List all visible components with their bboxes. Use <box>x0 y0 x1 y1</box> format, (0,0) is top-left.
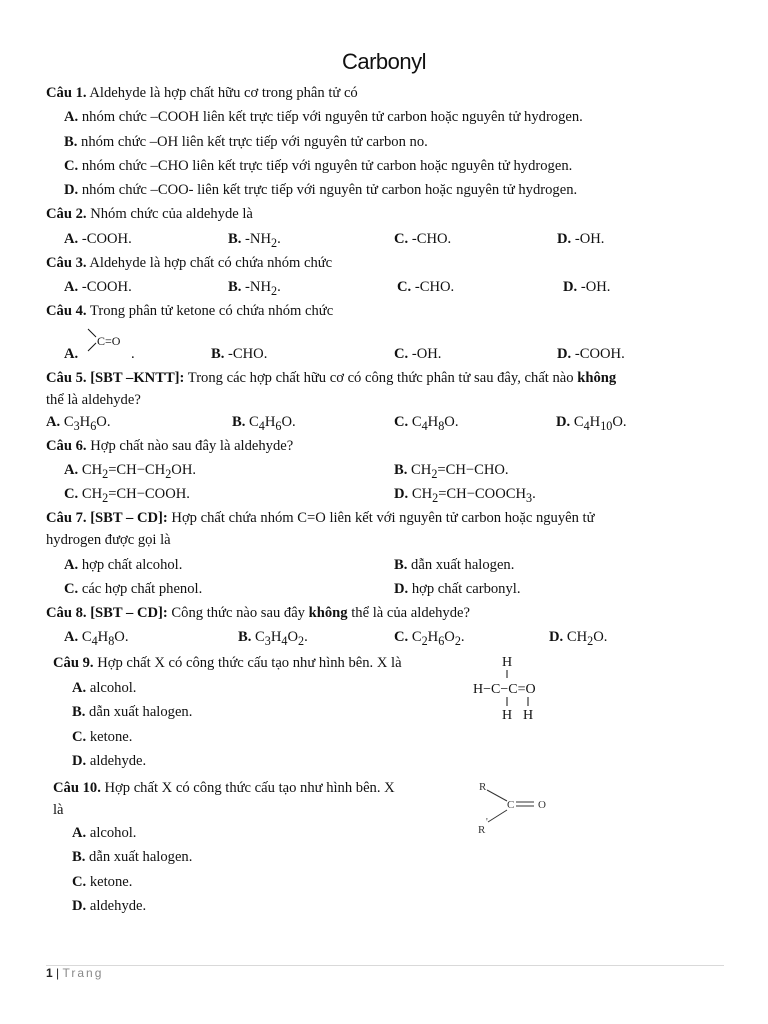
formula-part: C <box>251 629 265 645</box>
subscript: 2 <box>165 466 172 481</box>
keyword: không <box>308 605 348 621</box>
option-letter: D. <box>64 182 79 198</box>
option-text: nhóm chức –OH liên kết trực tiếp với nguyên tử carbon no. <box>77 134 428 150</box>
question-9 <box>53 654 402 672</box>
formula-part: O. <box>593 629 608 645</box>
page-footer <box>46 966 103 980</box>
option-text-end: . <box>277 231 281 247</box>
formula-part: O. <box>114 629 129 645</box>
option-text: nhóm chức –CHO liên kết trực tiếp với nguyên tử carbon hoặc nguyên tử hydrogen. <box>78 158 573 174</box>
formula-part: H <box>589 414 601 430</box>
formula-part: CH <box>408 486 433 502</box>
q10-option-b <box>72 848 192 866</box>
question-stem-end: thể là của aldehyde? <box>347 605 470 621</box>
formula-part: O. <box>96 414 111 430</box>
page-number: 1 <box>46 966 53 980</box>
formula-part: C <box>570 414 584 430</box>
option-text: -CHO. <box>408 231 452 247</box>
question-10-cont: là <box>53 802 64 818</box>
q1-option-c <box>64 157 572 175</box>
question-number: Câu 5. <box>46 370 87 386</box>
formula-part: CH <box>78 462 103 478</box>
option-text: các hợp chất phenol. <box>78 581 203 597</box>
formula-part: O. <box>281 414 296 430</box>
option-letter: A. <box>72 825 87 841</box>
option-text: dẫn xuất halogen. <box>407 557 515 573</box>
q9-option-b <box>72 703 192 721</box>
question-5 <box>46 369 616 387</box>
q2-option-c <box>394 230 451 248</box>
option-text: alcohol. <box>86 680 137 696</box>
prime-mark: ' <box>486 817 488 828</box>
question-7 <box>46 509 595 527</box>
option-letter: D. <box>557 346 572 362</box>
option-letter: D. <box>556 414 571 430</box>
q3-option-d <box>563 278 610 296</box>
question-number: Câu 10. <box>53 780 101 796</box>
option-letter: B. <box>232 414 246 430</box>
question-tag: [SBT – CD]: <box>86 510 168 526</box>
subscript: 4 <box>281 633 288 648</box>
q4-option-c <box>394 345 441 363</box>
footer-label: Trang <box>62 966 104 980</box>
option-text: -OH. <box>571 231 605 247</box>
atom-label: H <box>502 655 513 670</box>
option-text: -COOH. <box>78 231 132 247</box>
option-letter: B. <box>64 134 78 150</box>
question-stem: Hợp chất X có công thức cấu tạo như hình bên. X là <box>93 655 402 671</box>
option-letter: C. <box>64 581 79 597</box>
option-letter: C. <box>394 231 409 247</box>
atom-row: H−C−C=O <box>473 682 536 697</box>
subscript: 4 <box>258 418 265 433</box>
q10-option-d <box>72 897 146 915</box>
question-stem: Hợp chất X có công thức cấu tạo như hình bên. X <box>100 780 395 796</box>
formula-part: C <box>408 414 422 430</box>
q6-option-d <box>394 485 536 507</box>
formula-part: O. <box>612 414 627 430</box>
option-letter: C. <box>394 629 409 645</box>
option-text: alcohol. <box>86 825 137 841</box>
q8-option-d <box>549 628 607 650</box>
atom-label: H <box>502 708 513 723</box>
subscript: 4 <box>583 418 590 433</box>
option-letter: A. <box>64 279 79 295</box>
q4-option-d <box>557 345 625 363</box>
q5-option-a <box>46 413 111 435</box>
question-10 <box>53 779 395 797</box>
question-number: Câu 9. <box>53 655 94 671</box>
q4-option-a-end: . <box>131 346 135 362</box>
q10-option-a <box>72 824 136 842</box>
q3-option-c <box>397 278 454 296</box>
formula-part: =CH−CH <box>108 462 166 478</box>
footer-divider <box>46 965 724 966</box>
option-text: -COOH. <box>78 279 132 295</box>
page-title: Carbonyl <box>341 49 427 74</box>
atom-label: R <box>478 824 486 836</box>
q8-option-a <box>64 628 129 650</box>
option-letter: D. <box>563 279 578 295</box>
formula-part: O <box>287 629 299 645</box>
structure-label: C=O <box>97 334 121 348</box>
option-letter: B. <box>228 279 242 295</box>
question-tag: [SBT – CD]: <box>86 605 168 621</box>
subscript: 6 <box>90 418 97 433</box>
question-stem: Aldehyde là hợp chất hữu cơ trong phân tử có <box>86 85 358 101</box>
question-number: Câu 6. <box>46 438 87 454</box>
question-3 <box>46 254 332 272</box>
option-text: dẫn xuất halogen. <box>85 849 193 865</box>
question-stem: Nhóm chức của aldehyde là <box>86 206 253 222</box>
question-number: Câu 1. <box>46 85 87 101</box>
option-text: -OH. <box>408 346 442 362</box>
formula-part: OH. <box>171 462 197 478</box>
question-6 <box>46 437 293 455</box>
option-text: hợp chất carbonyl. <box>408 581 521 597</box>
question-number: Câu 2. <box>46 206 87 222</box>
formula-part: CH <box>563 629 588 645</box>
subscript: 4 <box>421 418 428 433</box>
question-stem: Aldehyde là hợp chất có chứa nhóm chức <box>86 255 333 271</box>
formula-part: H <box>270 629 282 645</box>
formula-part: H <box>97 629 109 645</box>
subscript: 2 <box>432 490 439 505</box>
question-stem: Trong các hợp chất hữu cơ có công thức phân tử sau đây, chất nào <box>184 370 578 386</box>
formula-part: H <box>264 414 276 430</box>
subscript: 2 <box>102 490 109 505</box>
question-stem: Hợp chất nào sau đây là aldehyde? <box>86 438 294 454</box>
option-text: -CHO. <box>411 279 455 295</box>
subscript: 8 <box>108 633 115 648</box>
formula-part: =CH−COOCH <box>438 486 527 502</box>
option-letter: C. <box>72 729 87 745</box>
question-stem: Công thức nào sau đây <box>167 605 309 621</box>
subscript: 2 <box>102 466 109 481</box>
option-letter: A. <box>64 629 79 645</box>
option-letter: D. <box>394 581 409 597</box>
question-stem: Hợp chất chứa nhóm C=O liên kết với nguyên tử carbon hoặc nguyên tử <box>167 510 595 526</box>
atom-label: H <box>523 708 534 723</box>
option-letter: C. <box>64 486 79 502</box>
q10-option-c <box>72 873 132 891</box>
q2-option-b <box>228 230 281 252</box>
formula-part: . <box>304 629 308 645</box>
atom-label: O <box>538 799 546 811</box>
option-letter: B. <box>394 557 408 573</box>
option-text: dẫn xuất halogen. <box>85 704 193 720</box>
question-stem: Trong phân tử ketone có chứa nhóm chức <box>86 303 334 319</box>
option-text: -CHO. <box>224 346 268 362</box>
option-letter: B. <box>72 849 86 865</box>
formula-part: CH <box>407 462 432 478</box>
option-letter: B. <box>211 346 225 362</box>
question-1 <box>46 84 358 102</box>
q7-option-a <box>64 556 182 574</box>
formula-part: =CH−CHO. <box>437 462 509 478</box>
option-text: aldehyde. <box>86 898 147 914</box>
q1-option-b <box>64 133 428 151</box>
option-letter: A. <box>64 346 79 362</box>
option-letter: C. <box>397 279 412 295</box>
formula-part: C <box>408 629 422 645</box>
q5-option-b <box>232 413 296 435</box>
subscript: 2 <box>298 633 305 648</box>
q4-option-b <box>211 345 267 363</box>
subscript: 6 <box>438 633 445 648</box>
formula-part: H <box>79 414 91 430</box>
formula-part: . <box>532 486 536 502</box>
question-7-cont: hydrogen được gọi là <box>46 532 171 548</box>
formula-part: =CH−COOH. <box>108 486 190 502</box>
option-letter: A. <box>46 414 61 430</box>
atom-label: R <box>479 781 487 793</box>
option-letter: D. <box>549 629 564 645</box>
formula-part: H <box>427 629 439 645</box>
formula-part: C <box>60 414 74 430</box>
subscript: 2 <box>270 235 278 250</box>
keyword: không <box>577 370 617 386</box>
question-8 <box>46 604 470 622</box>
q6-option-a <box>64 461 196 483</box>
q3-option-b <box>228 278 281 300</box>
option-text: -COOH. <box>571 346 625 362</box>
question-2 <box>46 205 253 223</box>
q2-option-a <box>64 230 132 248</box>
q2-option-d <box>557 230 604 248</box>
subscript: 3 <box>73 418 80 433</box>
option-letter: C. <box>72 874 87 890</box>
question-number: Câu 3. <box>46 255 87 271</box>
q5-option-c <box>394 413 459 435</box>
subscript: 2 <box>421 633 428 648</box>
option-text-end: . <box>277 279 281 295</box>
option-letter: A. <box>64 231 79 247</box>
option-letter: A. <box>64 462 79 478</box>
subscript: 2 <box>587 633 594 648</box>
option-text: nhóm chức –COOH liên kết trực tiếp với nguyên tử carbon hoặc nguyên tử hydrogen. <box>78 109 583 125</box>
option-text: -OH. <box>577 279 611 295</box>
subscript: 4 <box>91 633 98 648</box>
ketone-structure <box>474 776 554 842</box>
formula-part: O <box>444 629 455 645</box>
formula-part: H <box>427 414 439 430</box>
option-text: ketone. <box>86 874 133 890</box>
option-letter: D. <box>557 231 572 247</box>
q7-option-d <box>394 580 520 598</box>
q6-option-b <box>394 461 509 483</box>
option-text: -NH <box>241 279 271 295</box>
option-letter: D. <box>72 898 87 914</box>
question-number: Câu 8. <box>46 605 87 621</box>
q5-option-d <box>556 413 627 435</box>
subscript: 10 <box>600 418 613 433</box>
subscript: 3 <box>264 633 271 648</box>
q7-option-c <box>64 580 202 598</box>
formula-part: C <box>78 629 92 645</box>
formula-part: O. <box>444 414 459 430</box>
subscript: 2 <box>431 466 438 481</box>
q7-option-b <box>394 556 514 574</box>
option-letter: A. <box>64 109 79 125</box>
option-letter: B. <box>238 629 252 645</box>
option-letter: D. <box>394 486 409 502</box>
q3-option-a <box>64 278 132 296</box>
footer-separator: | <box>52 966 63 980</box>
option-letter: B. <box>394 462 408 478</box>
q8-option-c <box>394 628 465 650</box>
option-text: hợp chất alcohol. <box>78 557 183 573</box>
option-letter: A. <box>72 680 87 696</box>
option-text: aldehyde. <box>86 753 147 769</box>
question-number: Câu 4. <box>46 303 87 319</box>
option-letter: D. <box>72 753 87 769</box>
subscript: 3 <box>526 490 533 505</box>
option-letter: C. <box>394 346 409 362</box>
formula-part: CH <box>78 486 103 502</box>
option-letter: A. <box>64 557 79 573</box>
question-number: Câu 7. <box>46 510 87 526</box>
question-tag: [SBT –KNTT]: <box>86 370 185 386</box>
formula-part: C <box>245 414 259 430</box>
subscript: 6 <box>275 418 282 433</box>
q4-option-a <box>64 345 78 363</box>
option-text: nhóm chức –COO- liên kết trực tiếp với nguyên tử carbon hoặc nguyên tử hydrogen. <box>78 182 578 198</box>
subscript: 2 <box>454 633 461 648</box>
question-5-cont: thể là aldehyde? <box>46 392 141 408</box>
subscript: 8 <box>438 418 445 433</box>
option-text: ketone. <box>86 729 133 745</box>
q8-option-b <box>238 628 308 650</box>
carbonyl-group-structure <box>84 327 144 363</box>
q1-option-a <box>64 108 583 126</box>
option-letter: B. <box>228 231 242 247</box>
option-letter: C. <box>394 414 409 430</box>
q9-option-c <box>72 728 132 746</box>
formula-part: . <box>460 629 465 645</box>
subscript: 2 <box>270 283 278 298</box>
acetaldehyde-structure <box>470 652 570 724</box>
q9-option-d <box>72 752 146 770</box>
question-4 <box>46 302 333 320</box>
option-letter: C. <box>64 158 79 174</box>
option-text: -NH <box>241 231 271 247</box>
q1-option-d <box>64 181 577 199</box>
atom-label: C <box>507 799 515 811</box>
option-letter: B. <box>72 704 86 720</box>
q6-option-c <box>64 485 190 507</box>
q9-option-a <box>72 679 136 697</box>
